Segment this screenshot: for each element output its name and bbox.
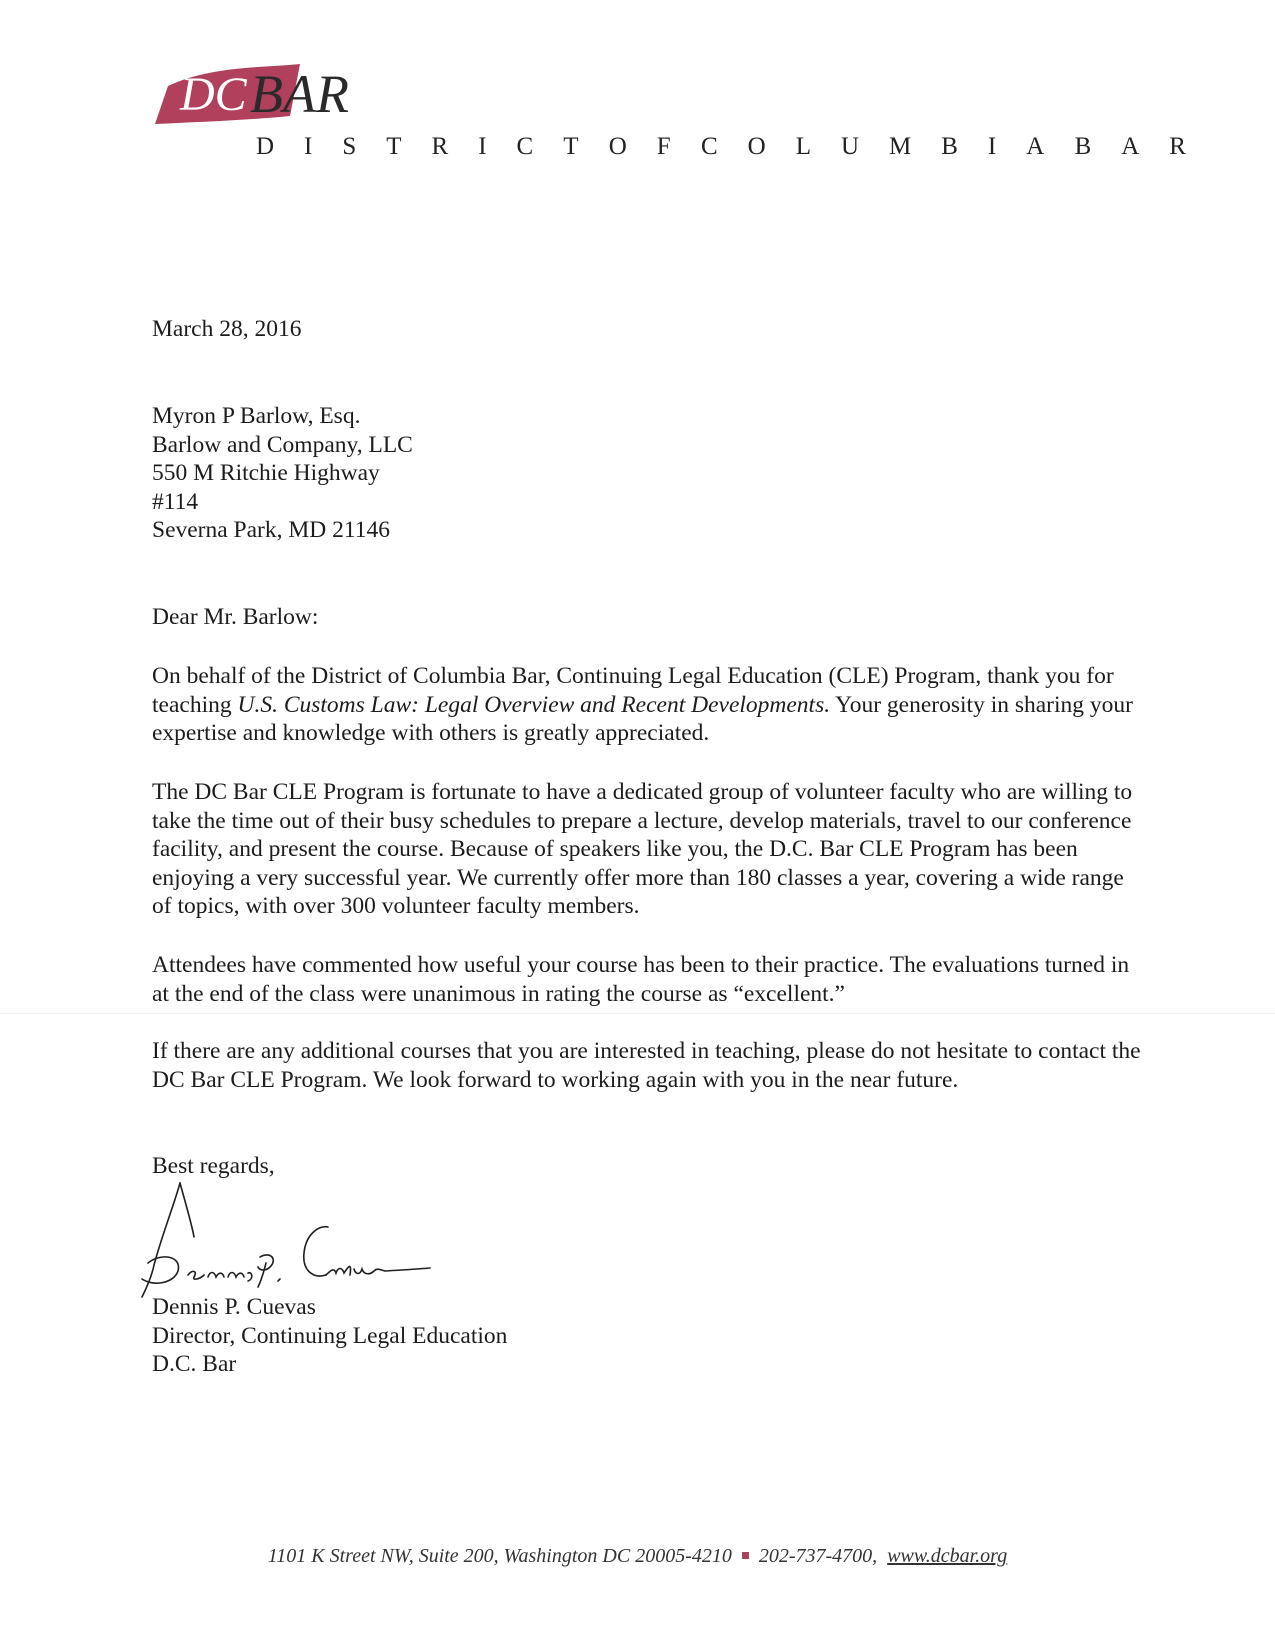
letterhead-word: DISTRICT: [256, 133, 609, 160]
salutation: Dear Mr. Barlow:: [152, 604, 319, 630]
letter-date: March 28, 2016: [152, 316, 302, 342]
footer-phone: 202-737-4700,: [758, 1545, 878, 1567]
body-paragraph-1: [152, 662, 1142, 748]
address-line: Barlow and Company, LLC: [152, 431, 413, 458]
footer-separator-icon: [742, 1552, 749, 1559]
address-line: #114: [152, 488, 199, 515]
paragraph-text: Your generosity in sharing your expertise and knowledge with others is greatly appreciated.: [152, 691, 1133, 746]
svg-text:BAR: BAR: [250, 64, 349, 124]
letterhead-footer: [0, 1545, 1275, 1568]
scan-fold-line: [0, 1013, 1275, 1014]
paragraph-text: On behalf of the District of Columbia Bar, Continuing Legal Education (CLE) Program, thank you for teaching: [152, 663, 1114, 718]
handwritten-signature: [130, 1175, 450, 1305]
closing: Best regards,: [152, 1153, 275, 1179]
svg-text:DC: DC: [180, 68, 247, 121]
footer-website-link[interactable]: www.dcbar.org: [887, 1545, 1008, 1567]
address-line: Severna Park, MD 21146: [152, 517, 391, 543]
address-line: 550 M Ritchie Highway: [152, 460, 380, 486]
signer-org: D.C. Bar: [152, 1351, 237, 1377]
body-paragraph-3: Attendees have commented how useful your course has been to their practice. The evaluations turned in at the end of the class were unanimous in rating the course as “excellent.”: [152, 952, 1130, 1007]
letterhead-word: BAR: [1074, 133, 1216, 160]
footer-address: 1101 K Street NW, Suite 200, Washington DC 20005-4210: [267, 1545, 732, 1567]
letterhead-word: OF: [608, 133, 701, 160]
signer-block: [152, 1293, 1142, 1379]
letterhead-word: COLUMBIA: [700, 133, 1075, 160]
address-line: Myron P Barlow, Esq.: [152, 403, 361, 429]
body-paragraph-2: The DC Bar CLE Program is fortunate to have a dedicated group of volunteer faculty who are willing to take the time out of their busy schedules to prepare a lecture, develop materials, travel to our conference facility, and present the course. Because of speakers like you, the D.C. Bar CLE Program has been enjoying a very successful year. We currently offer more than 180 classes a year, covering a wide range of topics, with over 300 volunteer faculty members.: [152, 779, 1133, 919]
recipient-address: [152, 402, 1142, 545]
letterhead-title: [256, 133, 1216, 161]
body-paragraph-4: If there are any additional courses that you are interested in teaching, please do not hesitate to contact the DC Bar CLE Program. We look forward to working again with you in the near future.: [152, 1038, 1141, 1093]
signer-name: Dennis P. Cuevas: [152, 1294, 316, 1320]
signer-title: Director, Continuing Legal Education: [152, 1322, 508, 1349]
dc-bar-logo: [150, 58, 420, 128]
course-title: U.S. Customs Law: Legal Overview and Recent Developments.: [237, 691, 831, 718]
